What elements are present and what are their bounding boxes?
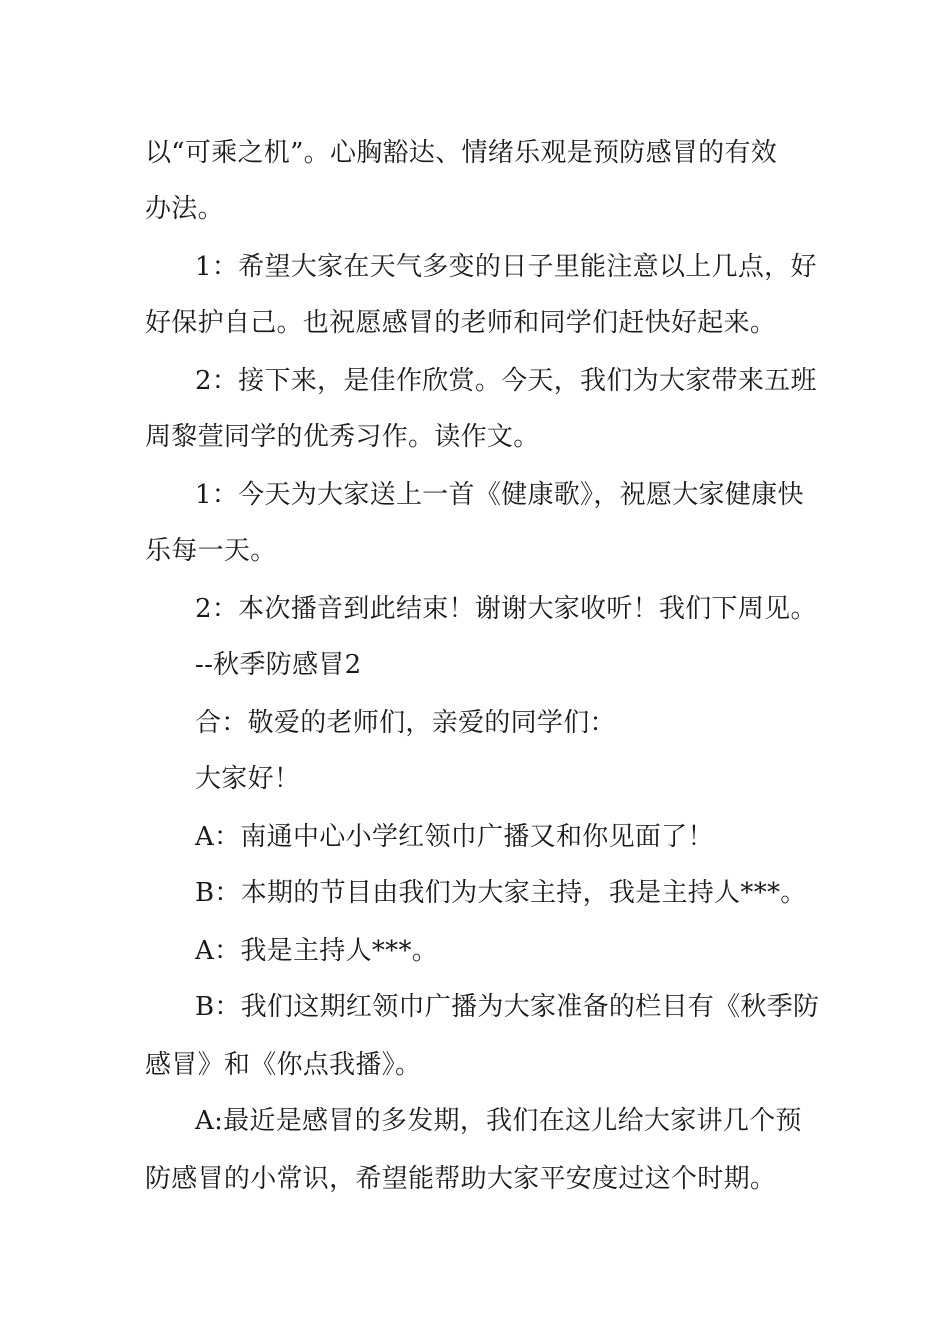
text-line: A：南通中心小学红领巾广播又和你见面了！ [195, 822, 714, 852]
text-line: 大家好！ [195, 764, 301, 794]
text-line: --秋季防感冒2 [195, 650, 362, 680]
text-line: B：我们这期红领巾广播为大家准备的栏目有《秋季防 [195, 992, 820, 1022]
text-line: 好保护自己。也祝愿感冒的老师和同学们赶快好起来。 [145, 308, 777, 338]
text-line: 2：本次播音到此结束！谢谢大家收听！我们下周见。 [195, 594, 817, 624]
text-line: 周黎萱同学的优秀习作。读作文。 [145, 422, 540, 452]
text-line: B：本期的节目由我们为大家主持，我是主持人***。 [195, 878, 807, 908]
text-line: A：我是主持人***。 [195, 936, 439, 966]
text-line: 1：希望大家在天气多变的日子里能注意以上几点，好 [195, 252, 817, 282]
text-line: 办法。 [145, 194, 224, 224]
text-line: 2：接下来，是佳作欣赏。今天，我们为大家带来五班 [195, 366, 817, 396]
text-line: 感冒》和《你点我播》。 [145, 1050, 422, 1080]
text-line: A:最近是感冒的多发期，我们在这儿给大家讲几个预 [195, 1106, 802, 1136]
text-line: 1：今天为大家送上一首《健康歌》，祝愿大家健康快 [195, 480, 804, 510]
text-line: 以“可乘之机”。心胸豁达、情绪乐观是预防感冒的有效 [145, 138, 778, 168]
text-line: 合：敬爱的老师们，亲爱的同学们： [195, 708, 616, 738]
text-line: 乐每一天。 [145, 536, 277, 566]
text-line: 防感冒的小常识，希望能帮助大家平安度过这个时期。 [145, 1164, 777, 1194]
